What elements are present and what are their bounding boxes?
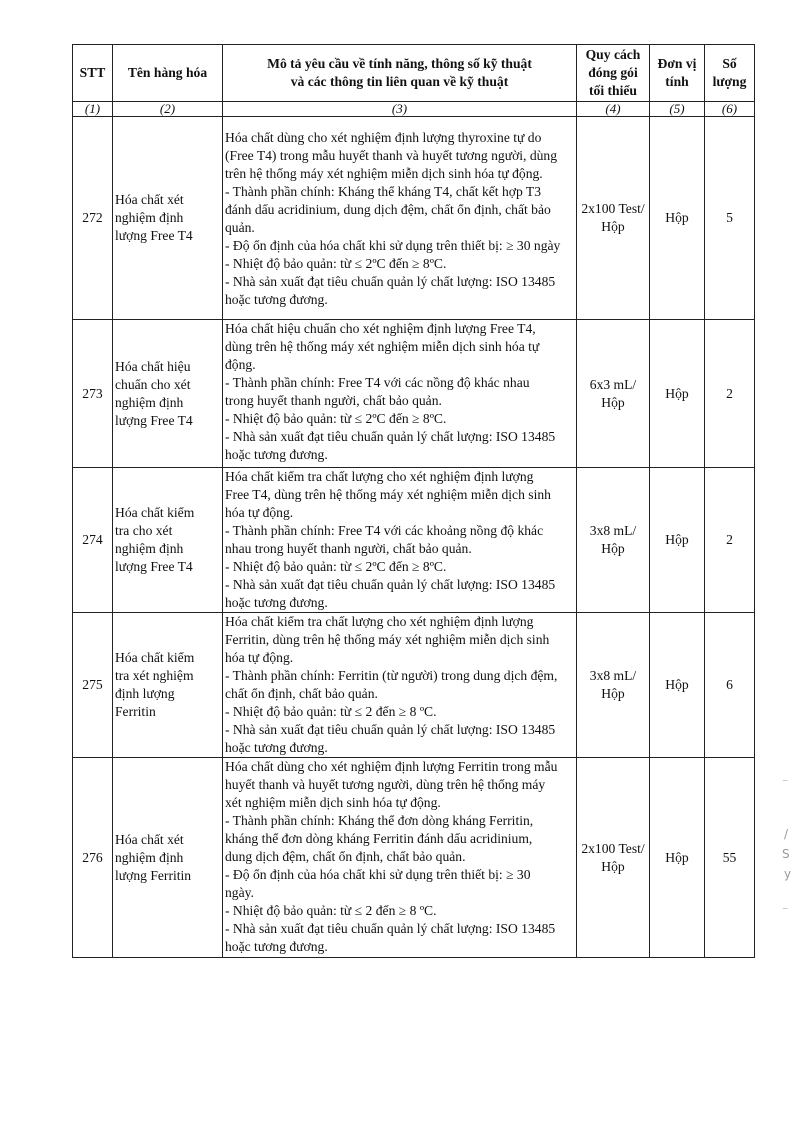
product-name-line: Hóa chất xét	[115, 192, 184, 207]
row-unit: Hộp	[650, 468, 705, 613]
column-number: (4)	[577, 102, 650, 117]
column-number: (1)	[73, 102, 113, 117]
description-line: hoặc tương đương.	[225, 939, 328, 954]
table-row	[73, 468, 755, 613]
product-name-line: lượng Ferritin	[115, 867, 192, 883]
description-line: xét nghiệm miễn dịch sinh hóa tự động.	[225, 795, 441, 810]
description-line: hoặc tương đương.	[225, 595, 328, 610]
description-line: - Thành phần chính: Free T4 với các khoảng nồng độ khác	[225, 523, 544, 538]
packaging-line: 2x100 Test/	[581, 201, 645, 216]
row-unit: Hộp	[650, 613, 705, 758]
product-name-line: lượng Free T4	[115, 559, 193, 574]
description-line: - Nhiệt độ bảo quản: từ ≤ 2ºC đến ≥ 8ºC.	[225, 559, 447, 574]
description-line: trên hệ thống máy xét nghiệm miễn dịch sinh hóa tự động.	[225, 166, 543, 181]
row-quantity: 2	[705, 320, 755, 468]
row-quantity: 55	[705, 758, 755, 958]
description-line: ngày.	[225, 885, 254, 900]
packaging-line: Hộp	[601, 686, 625, 701]
description-line: nhau trong huyết thanh người, chất bảo quản.	[225, 541, 472, 556]
description-line: - Nhiệt độ bảo quản: từ ≤ 2ºC đến ≥ 8ºC.	[225, 411, 447, 426]
column-number-row	[73, 102, 755, 117]
description-line: hoặc tương đương.	[225, 292, 328, 307]
table-row	[73, 117, 755, 320]
packaging-line: Hộp	[601, 219, 625, 234]
row-product-name	[113, 758, 223, 958]
header-packaging: Quy cách đóng gói tối thiểu	[577, 45, 650, 102]
row-description	[223, 117, 577, 320]
row-quantity: 5	[705, 117, 755, 320]
description-line: Hóa chất dùng cho xét nghiệm định lượng thyroxine tự do	[225, 130, 542, 145]
description-line: - Nhiệt độ bảo quản: từ ≤ 2 đến ≥ 8 ºC.	[225, 903, 437, 918]
product-name-line: lượng Free T4	[115, 412, 193, 428]
description-line: - Nhà sản xuất đạt tiêu chuẩn quản lý chất lượng: ISO 13485	[225, 722, 556, 737]
description-line: dùng trên hệ thống máy xét nghiệm miễn dịch sinh hóa tự	[225, 339, 540, 354]
header-description: Mô tả yêu cầu về tính năng, thông số kỹ thuật và các thông tin liên quan về kỹ thuật	[223, 45, 577, 102]
description-line: Free T4, dùng trên hệ thống máy xét nghiệm miễn dịch sinh	[225, 487, 551, 502]
product-name-line: Hóa chất kiểm	[115, 505, 195, 520]
row-stt: 276	[73, 758, 113, 958]
description-line: - Nhà sản xuất đạt tiêu chuẩn quản lý chất lượng: ISO 13485	[225, 429, 556, 444]
row-packaging	[577, 320, 650, 468]
product-name-line: định lượng	[115, 686, 175, 701]
product-name-line: nghiệm định	[115, 394, 184, 410]
header-stt: STT	[73, 45, 113, 102]
row-packaging	[577, 613, 650, 758]
description-line: hoặc tương đương.	[225, 740, 328, 755]
row-stt: 275	[73, 613, 113, 758]
description-line: - Nhiệt độ bảo quản: từ ≤ 2 đến ≥ 8 ºC.	[225, 704, 437, 719]
table-row	[73, 613, 755, 758]
row-description	[223, 758, 577, 958]
row-packaging	[577, 468, 650, 613]
packaging-line: 3x8 mL/	[589, 523, 637, 538]
product-name-line: lượng Free T4	[115, 228, 193, 243]
table-body	[73, 117, 755, 958]
description-line: động.	[225, 357, 256, 372]
column-number: (5)	[650, 102, 705, 117]
product-name-line: tra xét nghiệm	[115, 668, 194, 683]
packaging-line: Hộp	[601, 394, 625, 410]
description-line: quản.	[225, 220, 255, 235]
product-name-line: Hóa chất hiệu	[115, 358, 191, 374]
description-line: - Độ ổn định của hóa chất khi sử dụng trên thiết bị: ≥ 30 ngày	[225, 238, 561, 253]
row-unit: Hộp	[650, 758, 705, 958]
row-description	[223, 468, 577, 613]
row-packaging	[577, 117, 650, 320]
header-name: Tên hàng hóa	[113, 45, 223, 102]
packaging-line: Hộp	[601, 541, 625, 556]
specification-table	[72, 44, 755, 958]
description-line: - Thành phần chính: Free T4 với các nồng độ khác nhau	[225, 375, 530, 390]
description-line: đánh dấu acridinium, dung dịch đệm, chất ổn định, chất bảo	[225, 202, 551, 217]
packaging-line: 2x100 Test/	[581, 840, 645, 856]
row-product-name	[113, 613, 223, 758]
description-line: - Nhà sản xuất đạt tiêu chuẩn quản lý chất lượng: ISO 13485	[225, 577, 556, 592]
description-line: Hóa chất dùng cho xét nghiệm định lượng Ferritin trong mẫu	[225, 759, 558, 774]
packaging-line: 3x8 mL/	[589, 668, 637, 683]
description-line: - Thành phần chính: Ferritin (từ người) trong dung dịch đệm,	[225, 668, 558, 683]
packaging-line: Hộp	[601, 858, 625, 874]
packaging-line: 6x3 mL/	[589, 376, 637, 392]
description-line: hóa tự động.	[225, 505, 294, 520]
description-line: hóa tự động.	[225, 650, 294, 665]
row-quantity: 6	[705, 613, 755, 758]
description-line: - Độ ổn định của hóa chất khi sử dụng trên thiết bị: ≥ 30	[225, 867, 531, 882]
product-name-line: tra cho xét	[115, 523, 173, 538]
description-line: dung dịch đệm, chất ổn định, chất bảo quản.	[225, 849, 466, 864]
margin-scan-marks: ⁻ / S y ⁻	[782, 775, 792, 917]
description-line: hoặc tương đương.	[225, 447, 328, 462]
description-line: kháng thể đơn dòng kháng Ferritin đánh dấu acridinium,	[225, 831, 533, 846]
header-unit: Đơn vị tính	[650, 45, 705, 102]
row-stt: 274	[73, 468, 113, 613]
description-line: - Nhà sản xuất đạt tiêu chuẩn quản lý chất lượng: ISO 13485	[225, 921, 556, 936]
description-line: - Thành phần chính: Kháng thể kháng T4, chất kết hợp T3	[225, 184, 542, 199]
row-product-name	[113, 468, 223, 613]
column-number: (6)	[705, 102, 755, 117]
row-quantity: 2	[705, 468, 755, 613]
description-line: trong huyết thanh người, chất bảo quản.	[225, 393, 442, 408]
description-line: Hóa chất kiểm tra chất lượng cho xét nghiệm định lượng	[225, 469, 534, 484]
row-unit: Hộp	[650, 117, 705, 320]
product-name-line: Hóa chất xét	[115, 831, 184, 847]
row-product-name	[113, 320, 223, 468]
row-stt: 273	[73, 320, 113, 468]
column-number: (2)	[113, 102, 223, 117]
description-line: - Nhiệt độ bảo quản: từ ≤ 2ºC đến ≥ 8ºC.	[225, 256, 447, 271]
product-name-line: nghiệm định	[115, 210, 184, 225]
row-description	[223, 613, 577, 758]
header-row	[73, 45, 755, 102]
column-number: (3)	[223, 102, 577, 117]
description-line: chất ổn định, chất bảo quản.	[225, 686, 378, 701]
product-name-line: nghiệm định	[115, 849, 184, 865]
row-packaging	[577, 758, 650, 958]
description-line: Ferritin, dùng trên hệ thống máy xét nghiệm miễn dịch sinh	[225, 632, 550, 647]
description-line: Hóa chất hiệu chuẩn cho xét nghiệm định lượng Free T4,	[225, 321, 536, 336]
description-line: Hóa chất kiểm tra chất lượng cho xét nghiệm định lượng	[225, 614, 534, 629]
description-line: - Nhà sản xuất đạt tiêu chuẩn quản lý chất lượng: ISO 13485	[225, 274, 556, 289]
product-name-line: Ferritin	[115, 704, 156, 719]
row-stt: 272	[73, 117, 113, 320]
description-line: - Thành phần chính: Kháng thể đơn dòng kháng Ferritin,	[225, 813, 534, 828]
row-product-name	[113, 117, 223, 320]
description-line: huyết thanh và huyết tương người, dùng trên hệ thống máy	[225, 777, 546, 792]
header-quantity: Số lượng	[705, 45, 755, 102]
table-row	[73, 758, 755, 958]
row-unit: Hộp	[650, 320, 705, 468]
product-name-line: Hóa chất kiểm	[115, 650, 195, 665]
table-row	[73, 320, 755, 468]
product-name-line: nghiệm định	[115, 541, 184, 556]
product-name-line: chuẩn cho xét	[115, 376, 191, 392]
description-line: (Free T4) trong mẫu huyết thanh và huyết tương người, dùng	[225, 148, 558, 163]
row-description	[223, 320, 577, 468]
